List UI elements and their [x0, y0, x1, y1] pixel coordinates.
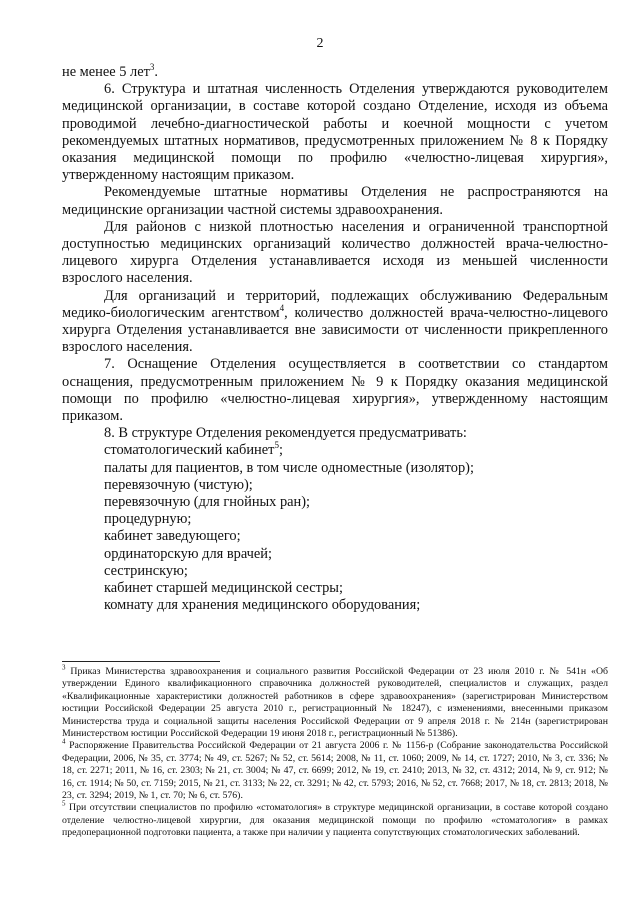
paragraph-continuation: не менее 5 лет$^3$.	[62, 62, 159, 80]
list-item: ординаторскую для врачей;	[104, 545, 272, 562]
footnote-3: $^3$ Приказ Министерства здравоохранения и социального развития Российской Федерации от 23 июля 2010 г. № 541н «Об утверждении Единого квалификационного справочника должностей руководителей, специалистов и служащих, раздел «Квалификационные характеристики должностей работников в сфере здравоохранения» (зарегистрирован Министерством юстиции Российской Федерации 25 августа 2010 г., регистрационный № 18247), с изменениями, внесенными приказом Министерства труда и социальной защиты населения Российской Федерации от 9 апреля 2018 г. № 214н (зарегистрирован Министерством юстиции Российской Федерации 19 июня 2018 г., регистрационный № 51386).	[62, 663, 609, 740]
list-item: палаты для пациентов, в том числе одноместные (изолятор);	[104, 459, 474, 476]
structure-list	[62, 442, 608, 614]
footnote-4: $^4$ Распоряжение Правительства Российской Федерации от 21 августа 2006 г. № 1156-р (Собрание законодательства Российской Федерации, 2006, № 35, ст. 3774; № 49, ст. 5267; № 52, ст. 5614; 2008, № 11, ст. 1060; 2009, № 14, ст. 1727; 2010, № 3, ст. 336; № 18, ст. 2271; 2011, № 16, ст. 2303; № 21, ст. 3004; № 47, ст. 6699; 2012, № 19, ст. 2410; 2013, № 32, ст. 4312; 2014, № 9, ст. 912; № 16, ст. 1914; № 50, ст. 7159; 2015, № 21, ст. 3133; № 22, ст. 3291; № 42, ст. 5793; 2016, № 52, ст. 7668; 2017, № 18, ст. 2813; 2018, № 23, ст. 3294; 2019, № 1, ст. 70; № 6, ст. 576).	[62, 738, 608, 802]
list-item: кабинет заведующего;	[104, 528, 241, 545]
footnote-ref-3[interactable]: 3	[149, 62, 155, 73]
footnote-ref-4[interactable]: 4	[279, 303, 285, 314]
footnote-5: $^5$ При отсутствии специалистов по профилю «стоматология» в структуре медицинской организации, в составе которой создано отделение челюстно-лицевой хирургии, для оказания медицинской помощи по профилю «стоматология» в рамках предоперационной подготовки пациента, а также при наличии у пациента сопутствующих стоматологических заболеваний.	[62, 800, 608, 839]
paragraph-item-8: 8. В структуре Отделения рекомендуется предусматривать:	[104, 425, 467, 442]
list-item: стоматологический кабинет$^5$;	[104, 440, 283, 459]
footnotes	[62, 663, 609, 840]
paragraph-item-6: 6. Структура и штатная численность Отделения утверждаются руководителем медицинской организации, в составе которой создано Отделение, исходя из объема проводимой лечебно-диагностической работы и коечной мощности с учетом рекомендуемых штатных нормативов, предусмотренных приложением № 8 к Порядку оказания медицинской помощи по профилю «челюстно-лицевая хирургия», утвержденному настоящим приказом.	[62, 81, 608, 184]
paragraph-fmba: Для организаций и территорий, подлежащих обслуживанию Федеральным медико-биологическим агентством$^4$, количество должностей врача-челюстно-лицевого хирурга Отделения устанавливается вне зависимости от численности прикрепленного взрослого населения.	[62, 287, 608, 356]
page-number: 2	[316, 36, 324, 51]
paragraph-staffing-private: Рекомендуемые штатные нормативы Отделения не распространяются на медицинские организации частной системы здравоохранения.	[62, 184, 608, 218]
paragraph-low-density: Для районов с низкой плотностью населения и ограниченной транспортной доступностью медицинских организаций количество должностей врача-челюстно-лицевого хирурга Отделения устанавливается исходя из меньшей численности взрослого населения.	[62, 218, 608, 287]
list-item: сестринскую;	[104, 562, 188, 579]
list-item: перевязочную (для гнойных ран);	[104, 494, 311, 511]
body-text	[62, 64, 608, 615]
list-item: кабинет старшей медицинской сестры;	[104, 580, 343, 597]
footnote-ref-5[interactable]: 5	[274, 440, 279, 451]
list-item: процедурную;	[104, 511, 192, 528]
footnote-divider	[62, 661, 220, 662]
list-item: комнату для хранения медицинского оборудования;	[104, 597, 421, 614]
paragraph-item-7: 7. Оснащение Отделения осуществляется в соответствии со стандартом оснащения, предусмотренным приложением № 9 к Порядку оказания медицинской помощи по профилю «челюстно-лицевая хирургия», утвержденному настоящим приказом.	[62, 356, 608, 425]
list-item: перевязочную (чистую);	[104, 476, 253, 493]
